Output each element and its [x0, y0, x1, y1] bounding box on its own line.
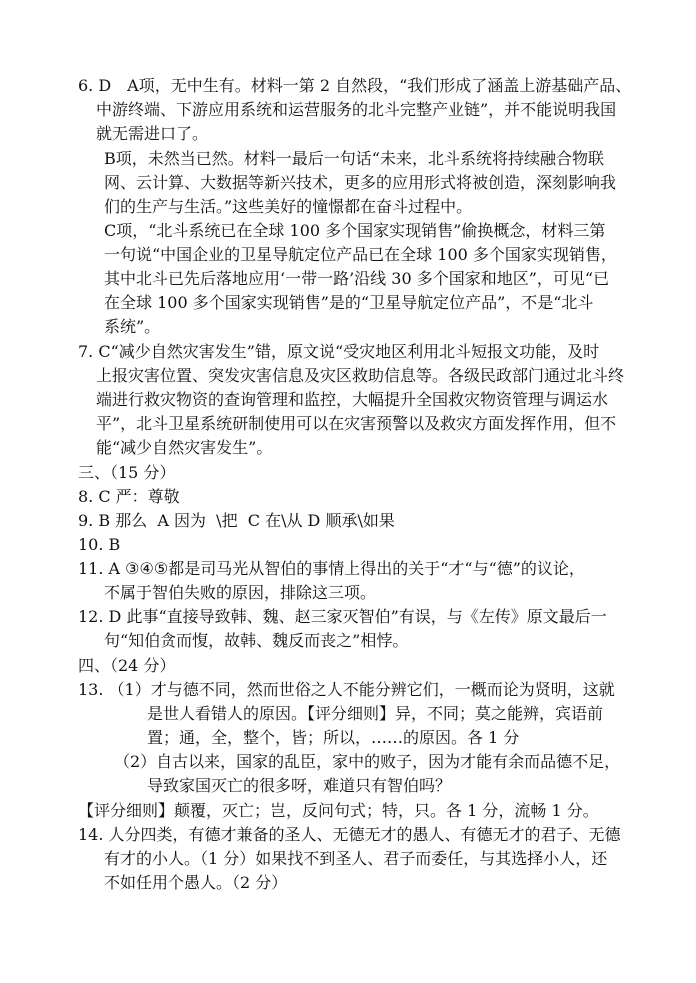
line-text: 不属于智伯失败的原因，排除这三项。	[104, 583, 377, 602]
line-text: 10. B	[78, 535, 121, 554]
text-line	[147, 775, 451, 797]
text-line	[78, 510, 395, 532]
text-line	[78, 341, 599, 363]
line-text: 8. C 严：尊敬	[78, 487, 180, 506]
text-line	[104, 292, 593, 314]
text-line	[96, 437, 272, 459]
line-text: 是世人看错人的原因。【评分细则】异，不同；莫之能辨，宾语前	[147, 704, 604, 723]
line-text: 【评分细则】颠覆，灭亡；岂，反问句式；特，只。各 1 分，流畅 1 分。	[78, 801, 599, 820]
line-text: 有才的小人。（1 分）如果找不到圣人、君子而委任，与其选择小人，还	[104, 849, 608, 868]
text-line	[96, 123, 208, 145]
line-text: 其中北斗已先后落地应用‘一带一路’沿线 30 多个国家和地区”，可见“已	[104, 269, 610, 288]
line-text: 7. C“减少自然灾害发生”错，原文说“受灾地区利用北斗短报文功能，及时	[78, 342, 600, 361]
line-text: （2）自古以来，国家的乱臣，家中的败子，因为才能有余而品德不足，	[114, 752, 621, 771]
line-text: 能“减少自然灾害发生”。	[96, 438, 273, 457]
text-line	[78, 824, 621, 846]
line-text: 们的生产与生活。”这些美好的憧憬都在奋斗过程中。	[104, 197, 473, 216]
text-line	[147, 703, 603, 725]
line-text: 导致家国灭亡的很多呀，难道只有智伯吗？	[147, 776, 452, 795]
text-line	[78, 679, 615, 701]
line-text: 一句说“中国企业的卫星导航定位产品已在全球 100 多个国家实现销售，	[104, 245, 617, 264]
line-text: B项，未然当已然。材料一最后一句话“未来，北斗系统将持续融合物联	[104, 149, 604, 168]
section-heading	[78, 462, 175, 484]
line-text: 句“知伯贪而愎，故韩、魏反而丧之”相悖。	[104, 631, 409, 650]
line-text: 6. D A项，无中生有。材料一第 2 自然段，“我们形成了涵盖上游基础产品、	[78, 76, 632, 95]
text-line	[104, 582, 376, 604]
text-line	[78, 75, 631, 97]
text-line	[104, 872, 287, 894]
line-text: 11. A ③④⑤都是司马光从智伯的事情上得出的关于“才“与“德”的议论，	[78, 559, 585, 578]
line-text: 就无需进口了。	[96, 124, 209, 143]
line-text: 网、云计算、大数据等新兴技术，更多的应用形式将被创造，深刻影响我	[104, 173, 617, 192]
line-text: 置；通，全，整个，皆；所以，……的原因。各 1 分	[147, 728, 520, 747]
section-heading	[78, 655, 175, 677]
line-text: C项，“北斗系统已在全球 100 多个国家实现销售”偷换概念，材料三第	[104, 221, 606, 240]
line-text: 中游终端、下游应用系统和运营服务的北斗完整产业链”，并不能说明我国	[96, 100, 617, 119]
text-line	[104, 196, 472, 218]
text-line	[78, 486, 180, 508]
text-line	[96, 413, 616, 435]
text-line	[104, 244, 617, 266]
text-line	[104, 220, 605, 242]
line-text: 系统”。	[104, 317, 161, 336]
text-line	[78, 558, 585, 580]
text-line	[96, 99, 616, 121]
line-text: 三、（15 分）	[78, 463, 176, 482]
text-line	[96, 365, 624, 387]
text-line	[104, 316, 160, 338]
text-line	[104, 630, 408, 652]
line-text: 9. B 那么 A 因为 \把 C 在\从 D 顺承\如果	[78, 511, 395, 530]
text-line	[104, 148, 604, 170]
line-text: 14. 人分四类，有德才兼备的圣人、无德无才的愚人、有德无才的君子、无德	[78, 825, 621, 844]
line-text: 四、（24 分）	[78, 656, 176, 675]
line-text: 端进行救灾物资的查询管理和监控，大幅提升全国救灾物资管理与调运水	[96, 390, 609, 409]
text-line	[78, 800, 599, 822]
text-line	[104, 848, 607, 870]
text-line	[104, 172, 616, 194]
text-line	[96, 389, 608, 411]
line-text: 在全球 100 多个国家实现销售”是的“卫星导航定位产品”，不是“北斗	[104, 293, 594, 312]
line-text: 12. D 此事“直接导致韩、魏、赵三家灭智伯”有误，与《左传》原文最后一	[78, 607, 607, 626]
text-line	[78, 534, 120, 556]
line-text: 13. （1）才与德不同，然而世俗之人不能分辨它们，一概而论为贤明，这就	[78, 680, 615, 699]
text-line	[104, 268, 609, 290]
line-text: 平”，北斗卫星系统研制使用可以在灾害预警以及救灾方面发挥作用，但不	[96, 414, 617, 433]
line-text: 不如任用个愚人。（2 分）	[104, 873, 288, 892]
text-line	[114, 751, 620, 773]
text-line	[78, 606, 607, 628]
text-line	[147, 727, 519, 749]
line-text: 上报灾害位置、突发灾害信息及灾区救助信息等。各级民政部门通过北斗终	[96, 366, 625, 385]
